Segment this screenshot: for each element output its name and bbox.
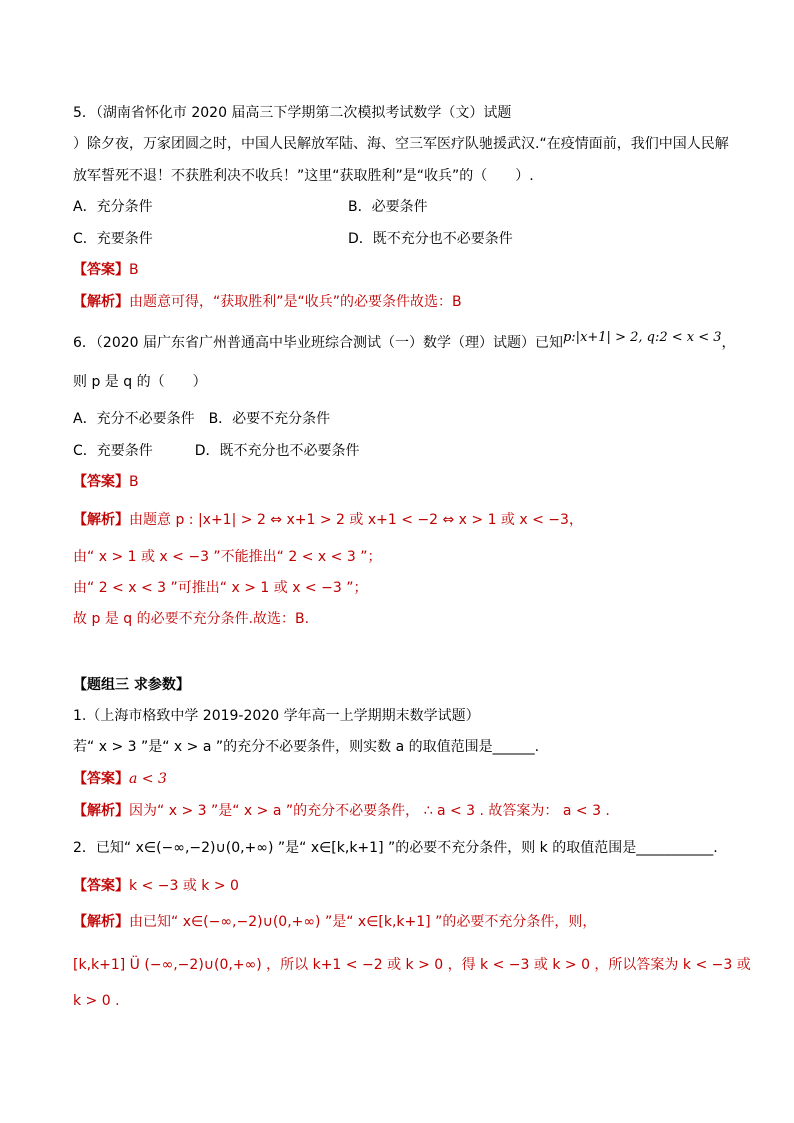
analysis-text: 由题意可得，“获取胜利”是“收兵”的必要条件故选：B <box>129 294 462 310</box>
analysis-label: 【解析】 <box>73 803 129 819</box>
q6-answer <box>73 472 139 492</box>
q5-option-d: D．既不充分也不必要条件 <box>348 231 513 247</box>
g2-analysis-line2: [k,k+1] Ü (−∞,−2)∪(0,+∞) ，所以 k+1 < −2 或 k > 0 ，得 k < −3 或 k > 0 ，所以答案为 k < −3 或 <box>73 957 751 973</box>
analysis-label: 【解析】 <box>73 914 129 930</box>
q6-analysis-line4: 故 p 是 q 的必要不充分条件.故选：B. <box>73 611 310 627</box>
g2-answer <box>73 876 239 896</box>
g2-stem: 2．已知“ x∈(−∞,−2)∪(0,+∞) ”是“ x∈[k,k+1] ”的必要不充分条件，则 k 的取值范围是___________. <box>73 840 718 856</box>
q6-analysis-line1 <box>73 510 583 530</box>
answer-label: 【答案】 <box>73 262 129 278</box>
g1-analysis <box>73 801 610 821</box>
g1-stem-line1: 1.（上海市格致中学 2019-2020 学年高一上学期期末数学试题） <box>73 708 480 724</box>
q5-answer <box>73 260 139 280</box>
analysis-text: 由题意 p : |x+1| > 2 ⇔ x+1 > 2 或 x+1 < −2 ⇔ x > 1 或 x < −3， <box>129 512 583 528</box>
analysis-label: 【解析】 <box>73 294 129 310</box>
group3-heading: 【题组三 求参数】 <box>73 677 190 693</box>
q5-option-b: B．必要条件 <box>348 199 428 215</box>
q5-stem-line2: ）除夕夜，万家团圆之时，中国人民解放军陆、海、空三军医疗队驰援武汉.“在疫情面前，我们中国人民解 <box>73 136 729 152</box>
answer-value: B <box>129 474 139 490</box>
q5-stem-line3: 放军誓死不退！不获胜利决不收兵！”这里“获取胜利”是“收兵”的（ ）. <box>73 168 534 184</box>
q6-analysis-line3: 由“ 2 < x < 3 ”可推出“ x > 1 或 x < −3 ”； <box>73 580 368 596</box>
q6-condition: p:|x+1| > 2, q:2 < x < 3 <box>562 330 722 345</box>
answer-label: 【答案】 <box>73 474 129 490</box>
q6-options-row2: C．充要条件 D．既不充分也不必要条件 <box>73 443 360 459</box>
q5-option-a: A．充分条件 <box>73 199 153 215</box>
answer-value: k < −3 或 k > 0 <box>129 878 239 894</box>
q6-analysis-line2: 由“ x > 1 或 x < −3 ”不能推出“ 2 < x < 3 ”； <box>73 549 382 565</box>
answer-value: a < 3 <box>129 771 167 787</box>
q6-options-row1: A．充分不必要条件 B．必要不充分条件 <box>73 411 331 427</box>
answer-label: 【答案】 <box>73 771 129 787</box>
q6-stem-line2: 则 p 是 q 的（ ） <box>73 374 207 390</box>
analysis-label: 【解析】 <box>73 512 129 528</box>
g1-stem-line2: 若“ x > 3 ”是“ x > a ”的充分不必要条件，则实数 a 的取值范围是______. <box>73 739 540 755</box>
q5-options-row1 <box>73 197 428 217</box>
q6-comma: ， <box>721 335 736 351</box>
q5-option-c: C．充要条件 <box>73 231 153 247</box>
answer-value: B <box>129 262 139 278</box>
g2-analysis-line1 <box>73 912 596 932</box>
analysis-text: 因为“ x > 3 ”是“ x > a ”的充分不必要条件， ∴ a < 3 . 故答案为： a < 3 . <box>129 803 610 819</box>
answer-label: 【答案】 <box>73 878 129 894</box>
q6-stem-text: 6．（2020 届广东省广州普通高中毕业班综合测试（一）数学（理）试题）已知 <box>73 335 563 351</box>
q6-stem-line1 <box>73 330 736 354</box>
q5-analysis <box>73 292 462 312</box>
g2-analysis-line3: k > 0 . <box>73 993 120 1009</box>
g1-answer <box>73 769 167 789</box>
q5-stem-line1: 5．（湖南省怀化市 2020 届高三下学期第二次模拟考试数学（文）试题 <box>73 105 512 121</box>
q5-options-row2 <box>73 229 513 249</box>
analysis-text: 由已知“ x∈(−∞,−2)∪(0,+∞) ”是“ x∈[k,k+1] ”的必要不充分条件，则， <box>129 914 597 930</box>
